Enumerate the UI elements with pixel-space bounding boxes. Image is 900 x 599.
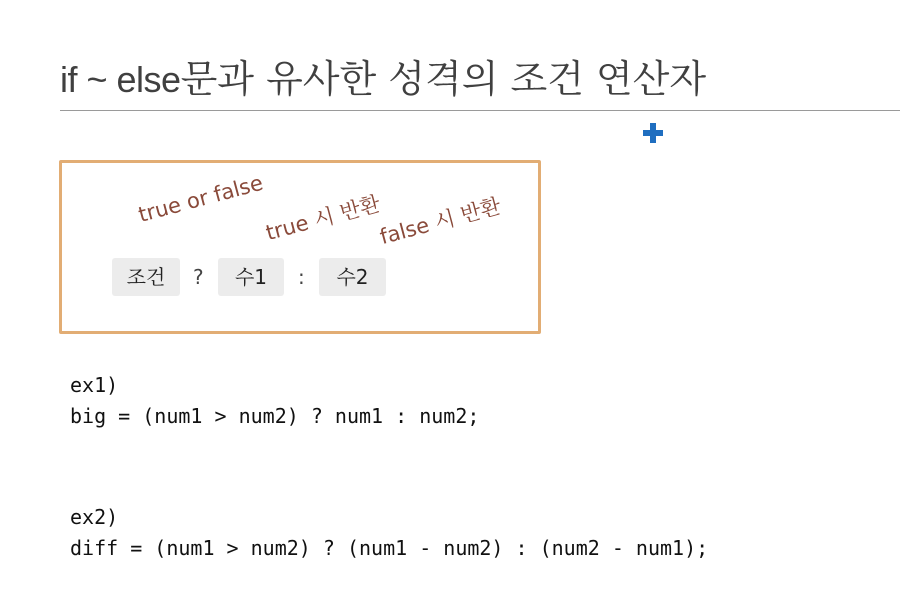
plus-icon — [642, 122, 664, 144]
title-divider — [60, 110, 900, 111]
slide-title — [60, 48, 706, 103]
chip-condition: 조건 — [112, 258, 180, 296]
annotation-false-return: false 시 반환 — [377, 193, 504, 250]
example2-code: diff = (num1 > num2) ? (num1 - num2) : (num2 - num1); — [70, 536, 709, 560]
operator-question: ? — [193, 265, 204, 289]
example2-label: ex2) — [70, 505, 119, 529]
operator-colon: : — [298, 265, 305, 289]
chip-value2: 수2 — [319, 258, 386, 296]
title-prefix: if ~ else — [60, 59, 181, 100]
title-main: 문과 유사한 성격의 조건 연산자 — [180, 57, 707, 101]
example1-label: ex1) — [70, 373, 119, 397]
ternary-diagram-box — [59, 160, 541, 334]
annotation-true-return: true 시 반환 — [263, 191, 383, 246]
chip-value1: 수1 — [218, 258, 284, 296]
example1-code: big = (num1 > num2) ? num1 : num2; — [70, 404, 480, 428]
annotation-condition: true or false — [135, 170, 266, 227]
